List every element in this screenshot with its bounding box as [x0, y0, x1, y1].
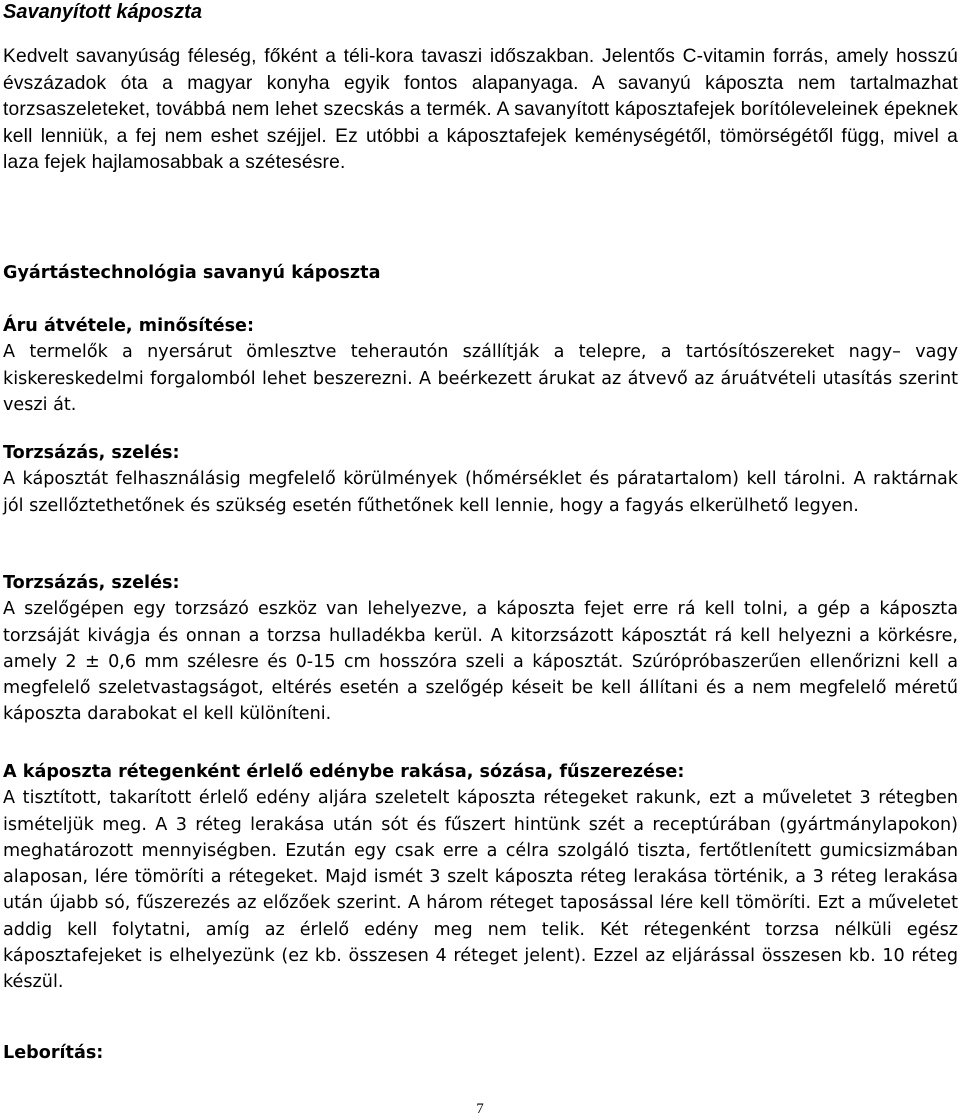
section-heading: A káposzta rétegenként érlelő edénybe rakása, sózása, fűszerezése:: [3, 762, 685, 782]
section-body: A káposztát felhasználásig megfelelő körülmények (hőmérséklet és páratartalom) kell tárolni. A raktárnak jól szellőztethetőnek és szükség esetén fűthetőnek kell lennie, hogy a fagyás elkerülhető legyen.: [3, 469, 958, 516]
section-acceptance: [3, 313, 958, 418]
section-body: A tisztított, takarított érlelő edény aljára szeletelt káposzta rétegeket rakunk, ezt a műveletet 3 rétegben ismételjük meg. A 3 réteg lerakása után sót és fűszert hintünk szét a receptúrában (gyártmánylapokon) meghatározott mennyiségben. Ezután egy csak erre a célra szolgáló tiszta, fertőtlenített gumicsizmában alaposan, lére tömöríti a rétegeket. Majd ismét 3 szelt káposzta réteg lerakása történik, a 3 réteg lerakása után újabb só, fűszerezés az előzőek szerint. A három réteget taposással lére kell tömöríti. Ezt a műveletet addig kell folytatni, amíg az érlelő edény meg nem telik. Két rétegenként torzsa nélküli egész káposztafejeket is elhelyezünk (ez kb. összesen 4 réteget jelent). Ezzel az eljárással összesen kb. 10 réteg készül.: [3, 788, 958, 993]
intro-paragraph: Kedvelt savanyúság féleség, főként a téli-kora tavaszi időszakban. Jelentős C-vitamin forrás, amely hosszú évszázadok óta a magyar konyha egyik fontos alapanyaga. A savanyú káposzta nem tartalmazhat torzsaszeleteket, továbbá nem lehet szecskás a termék. A savanyított káposztafejek borítóleveleinek épeknek kell lenniük, a fej nem eshet széjjel. Ez utóbbi a káposztafejek keménységétől, tömörségétől függ, mivel a laza fejek hajlamosabbak a szétesésre.: [3, 46, 958, 173]
section-heading: Torzsázás, szelés:: [3, 443, 180, 463]
section-body: A szelőgépen egy torzsázó eszköz van lehelyezve, a káposzta fejet erre rá kell tolni, a gép a káposzta torzsáját kivágja és onnan a torzsa hulladékba kerül. A kitorzsázott káposztát rá kell helyezni a körkésre, amely 2 ± 0,6 mm szélesre és 0-15 cm hosszóra szeli a káposztát. Szúrópróbaszerűen ellenőrizni kell a megfelelő szeletvastagságot, eltérés esetén a szelőgép késeit be kell állítani és a nem megfelelő méretű káposzta darabokat el kell különíteni.: [3, 599, 958, 725]
section-covering: [3, 1040, 958, 1066]
document-title: Savanyított káposzta: [3, 1, 202, 23]
section-layering: [3, 759, 958, 996]
technology-heading: Gyártástechnológia savanyú káposzta: [3, 263, 381, 283]
page-number: 7: [476, 1101, 484, 1117]
section-body: A termelők a nyersárut ömlesztve teherautón szállítják a telepre, a tartósítószereket nagy– vagy kiskereskedelmi forgalomból lehet beszerezni. A beérkezett árukat az átvevő az áruátvételi utasítás szerint veszi át.: [3, 342, 958, 415]
section-storage: [3, 440, 958, 519]
section-heading: Áru átvétele, minősítése:: [3, 316, 255, 336]
section-cutting: [3, 570, 958, 728]
section-heading: Torzsázás, szelés:: [3, 573, 180, 593]
section-heading: Leborítás:: [3, 1043, 104, 1063]
